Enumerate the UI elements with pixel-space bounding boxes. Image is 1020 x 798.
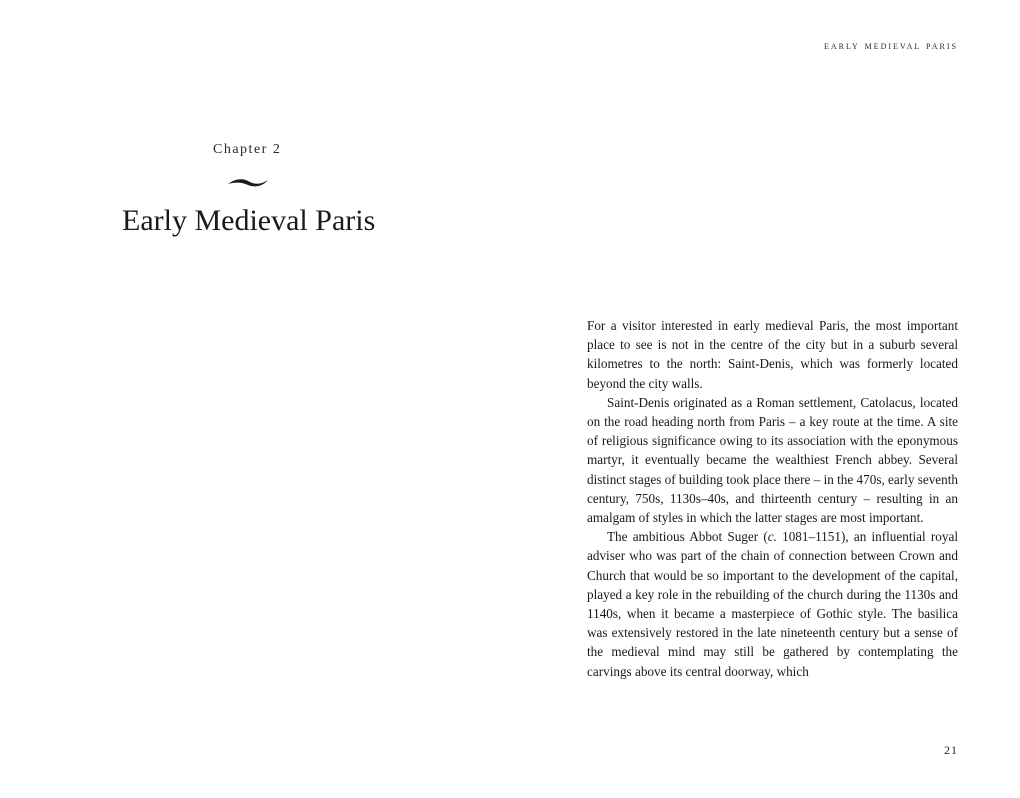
paragraph-1: For a visitor interested in early medieval Paris, the most important place to see is not in the centre of the city but in a suburb several kilometres to the north: Saint-Denis, which was formerly located beyond the city walls. [587, 318, 958, 391]
swash-ornament-icon [226, 172, 270, 190]
paragraph-3-start: The ambitious Abbot Suger ( [607, 529, 768, 545]
chapter-title: Early Medieval Paris [122, 204, 376, 237]
paragraph-2: Saint-Denis originated as a Roman settlement, Catolacus, located on the road heading north from Paris – a key route at the time. A site of religious significance owing to its association with the eponymous martyr, it eventually became the wealthiest French abbey. Several distinct stages of building took place there – in the 470s, early seventh century, 750s, 1130s–40s, and thirteenth century – resulting in an amalgam of styles in which the latter stages are most important. [587, 394, 958, 526]
paragraph-3-rest: 1081–1151), an influential royal adviser who was part of the chain of connection between Crown and Church that would be so important to the development of the capital, played a key role in the rebuilding of the church during the 1130s and 1140s, when it became a masterpiece of Gothic style. The basilica was extensively restored in the late nineteenth century but a sense of the medieval mind may still be gathered by contemplating the carvings above its central doorway, which [587, 529, 958, 679]
body-text [587, 316, 958, 681]
paragraph-3 [587, 527, 958, 681]
circa-abbreviation: c. [767, 529, 777, 545]
page-number: 21 [944, 743, 958, 757]
chapter-label: Chapter 2 [213, 142, 282, 157]
running-head: early medieval paris [823, 40, 958, 52]
